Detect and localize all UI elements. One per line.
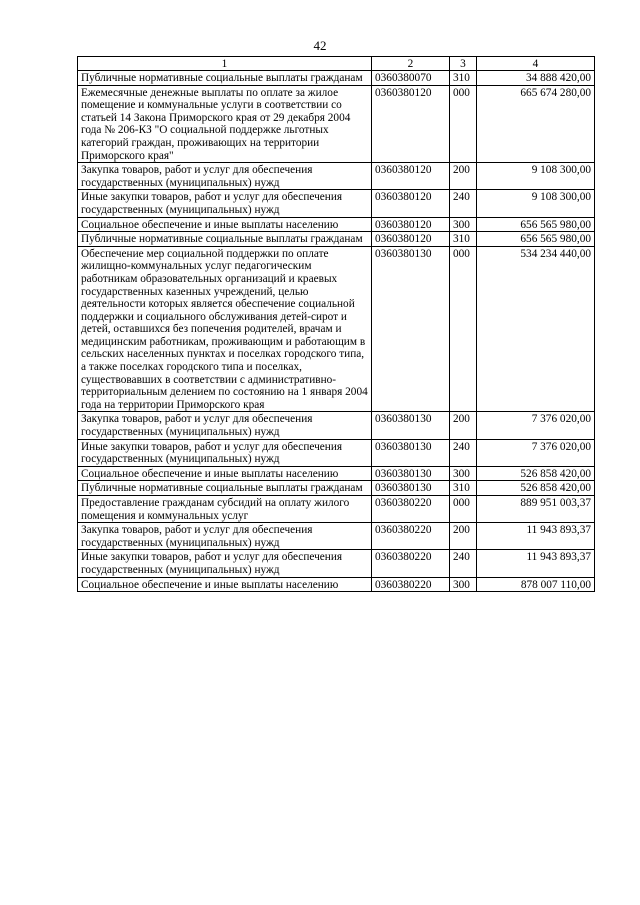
table-body: [78, 71, 595, 592]
row-description-cell: Публичные нормативные социальные выплаты гражданам: [78, 71, 372, 86]
row-expense-type-cell: 240: [450, 190, 477, 217]
row-amount-cell: 665 674 280,00: [477, 85, 595, 163]
row-expense-type-cell: 240: [450, 439, 477, 466]
row-expense-type-cell: 000: [450, 246, 477, 412]
row-expense-type-cell: 240: [450, 550, 477, 577]
table-row: [78, 190, 595, 217]
row-target-code-cell: 0360380130: [372, 481, 450, 496]
budget-table: [77, 56, 595, 592]
row-amount-cell: 656 565 980,00: [477, 217, 595, 232]
row-target-code-cell: 0360380070: [372, 71, 450, 86]
row-expense-type-cell: 310: [450, 71, 477, 86]
row-expense-type-cell: 200: [450, 163, 477, 190]
table-row: [78, 217, 595, 232]
table-header: [78, 57, 595, 71]
row-description-cell: Социальное обеспечение и иные выплаты населению: [78, 466, 372, 481]
row-target-code-cell: 0360380120: [372, 217, 450, 232]
row-expense-type-cell: 200: [450, 412, 477, 439]
row-target-code-cell: 0360380220: [372, 550, 450, 577]
row-amount-cell: 526 858 420,00: [477, 481, 595, 496]
row-description-cell: Иные закупки товаров, работ и услуг для обеспечения государственных (муниципальных) нужд: [78, 550, 372, 577]
row-expense-type-cell: 310: [450, 232, 477, 247]
row-expense-type-cell: 300: [450, 466, 477, 481]
table-row: [78, 550, 595, 577]
row-target-code-cell: 0360380220: [372, 496, 450, 523]
row-amount-cell: 7 376 020,00: [477, 439, 595, 466]
row-amount-cell: 11 943 893,37: [477, 550, 595, 577]
row-amount-cell: 9 108 300,00: [477, 163, 595, 190]
row-description-cell: Ежемесячные денежные выплаты по оплате за жилое помещение и коммунальные услуги в соответствии со статьей 14 Закона Приморского края от 29 декабря 2004 года № 206-КЗ "О социальной поддержке льготных категорий граждан, проживающих на территории Приморского края": [78, 85, 372, 163]
row-description-cell: Иные закупки товаров, работ и услуг для обеспечения государственных (муниципальных) нужд: [78, 439, 372, 466]
table-row: [78, 481, 595, 496]
row-expense-type-cell: 000: [450, 85, 477, 163]
row-description-cell: Предоставление гражданам субсидий на оплату жилого помещения и коммунальных услуг: [78, 496, 372, 523]
row-expense-type-cell: 300: [450, 217, 477, 232]
row-description-cell: Закупка товаров, работ и услуг для обеспечения государственных (муниципальных) нужд: [78, 412, 372, 439]
table-row: [78, 523, 595, 550]
row-target-code-cell: 0360380120: [372, 190, 450, 217]
row-target-code-cell: 0360380220: [372, 577, 450, 592]
table-row: [78, 232, 595, 247]
table-row: [78, 71, 595, 86]
row-amount-cell: 534 234 440,00: [477, 246, 595, 412]
row-amount-cell: 889 951 003,37: [477, 496, 595, 523]
row-expense-type-cell: 310: [450, 481, 477, 496]
header-col-1: 1: [78, 57, 372, 71]
table-row: [78, 439, 595, 466]
row-amount-cell: 656 565 980,00: [477, 232, 595, 247]
row-target-code-cell: 0360380130: [372, 412, 450, 439]
row-expense-type-cell: 000: [450, 496, 477, 523]
row-description-cell: Обеспечение мер социальной поддержки по оплате жилищно-коммунальных услуг педагогическим работникам образовательных организаций и краевых государственных казенных учреждений, целью деятельности которых является обеспечение социальной поддержки и социального обслуживания детей-сирот и детей, оставшихся без попечения родителей, врачам и медицинским работникам, проживающим и работающим в сельских населенных пунктах и поселках городского типа, а также поселках городского типа и поселках, существовавших в соответствии с административно-территориальным делением по состоянию на 1 января 2004 года на территории Приморского края: [78, 246, 372, 412]
row-amount-cell: 34 888 420,00: [477, 71, 595, 86]
header-col-2: 2: [372, 57, 450, 71]
row-description-cell: Иные закупки товаров, работ и услуг для обеспечения государственных (муниципальных) нужд: [78, 190, 372, 217]
table-row: [78, 246, 595, 412]
row-target-code-cell: 0360380120: [372, 163, 450, 190]
row-target-code-cell: 0360380130: [372, 439, 450, 466]
row-target-code-cell: 0360380220: [372, 523, 450, 550]
table-row: [78, 466, 595, 481]
row-description-cell: Социальное обеспечение и иные выплаты населению: [78, 217, 372, 232]
row-target-code-cell: 0360380120: [372, 85, 450, 163]
row-amount-cell: 878 007 110,00: [477, 577, 595, 592]
table-row: [78, 163, 595, 190]
row-description-cell: Закупка товаров, работ и услуг для обеспечения государственных (муниципальных) нужд: [78, 523, 372, 550]
header-col-3: 3: [450, 57, 477, 71]
row-amount-cell: 526 858 420,00: [477, 466, 595, 481]
row-target-code-cell: 0360380130: [372, 246, 450, 412]
row-expense-type-cell: 200: [450, 523, 477, 550]
row-description-cell: Закупка товаров, работ и услуг для обеспечения государственных (муниципальных) нужд: [78, 163, 372, 190]
row-description-cell: Социальное обеспечение и иные выплаты населению: [78, 577, 372, 592]
row-expense-type-cell: 300: [450, 577, 477, 592]
table-row: [78, 412, 595, 439]
header-col-4: 4: [477, 57, 595, 71]
row-description-cell: Публичные нормативные социальные выплаты гражданам: [78, 481, 372, 496]
table-row: [78, 496, 595, 523]
row-description-cell: Публичные нормативные социальные выплаты гражданам: [78, 232, 372, 247]
row-amount-cell: 11 943 893,37: [477, 523, 595, 550]
page-number: 42: [313, 38, 327, 53]
row-target-code-cell: 0360380120: [372, 232, 450, 247]
row-amount-cell: 9 108 300,00: [477, 190, 595, 217]
row-target-code-cell: 0360380130: [372, 466, 450, 481]
row-amount-cell: 7 376 020,00: [477, 412, 595, 439]
table-row: [78, 85, 595, 163]
table-row: [78, 577, 595, 592]
